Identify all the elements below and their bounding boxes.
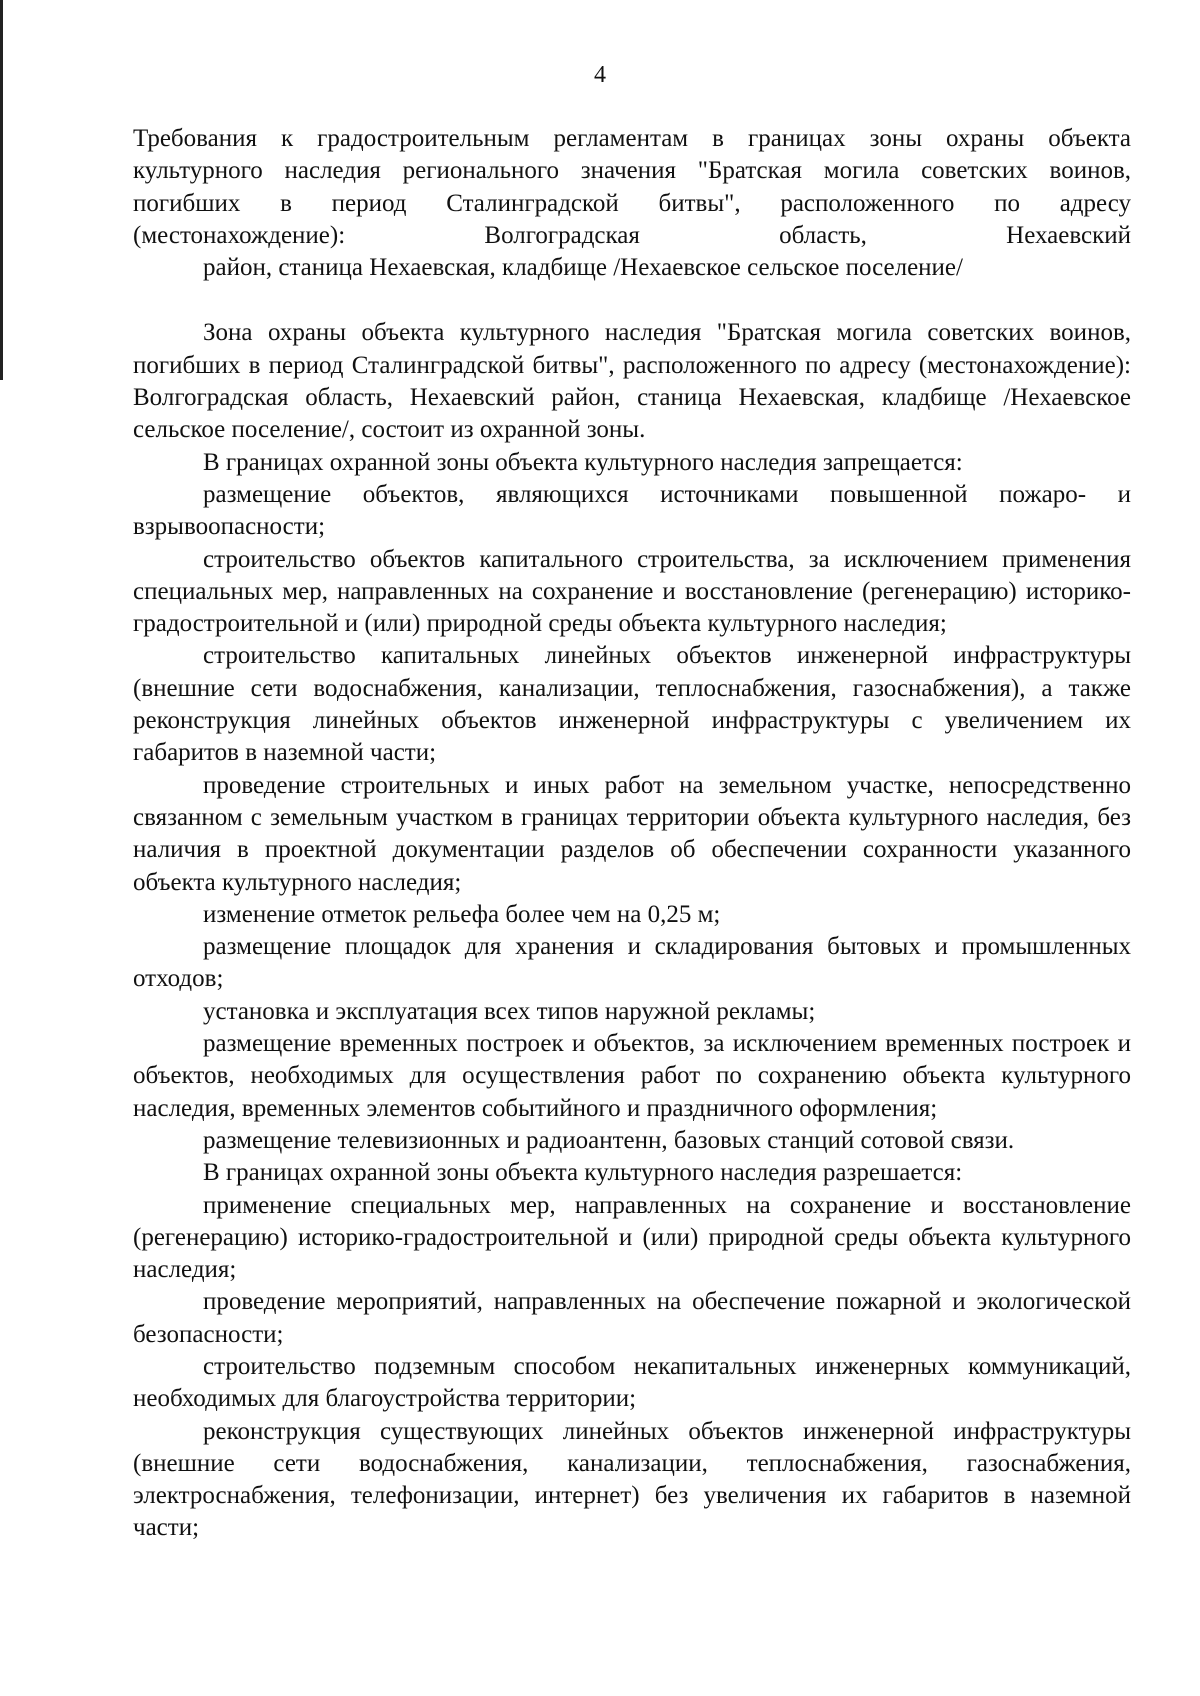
paragraph-prohibited-item: размещение площадок для хранения и складирования бытовых и промышленных отходов; [133, 933, 1131, 993]
title-line-3: погибших в период Сталинградской битвы", расположенного по адресу [133, 189, 1131, 217]
document-title [133, 123, 1131, 284]
paragraph-permitted-heading: В границах охранной зоны объекта культурного наследия разрешается: [203, 1159, 963, 1187]
paragraph-permitted-item: реконструкция существующих линейных объектов инженерной инфраструктуры (внешние сети водоснабжения, канализации, теплоснабжения, газоснабжения, электроснабжения, телефонизации, интернет) без увеличения их габаритов в наземной части; [133, 1417, 1131, 1542]
paragraph-prohibited-item: строительство объектов капитального строительства, за исключением применения специальных мер, направленных на сохранение и восстановление (регенерацию) историко-градостроительной и (или) природной среды объекта культурного наследия; [133, 545, 1131, 638]
document-body [133, 123, 1131, 1545]
paragraph-prohibited-item: размещение временных построек и объектов, за исключением временных построек и объектов, необходимых для осуществления работ по сохранению объекта культурного наследия, временных элементов событийного и праздничного оформления; [133, 1030, 1131, 1122]
title-line-5: район, станица Нехаевская, кладбище /Нехаевское сельское поселение/ [203, 254, 963, 282]
paragraph-prohibited-heading: В границах охранной зоны объекта культурного наследия запрещается: [203, 448, 963, 476]
spacer [133, 284, 1131, 317]
paragraph-permitted-item: применение специальных мер, направленных на сохранение и восстановление (регенерацию) историко-градостроительной и (или) природной среды объекта культурного наследия; [133, 1191, 1131, 1284]
page-number: 4 [594, 62, 606, 88]
paragraph-prohibited-item: размещение телевизионных и радиоантенн, базовых станций сотовой связи. [203, 1126, 1015, 1154]
paragraph-prohibited-item: установка и эксплуатация всех типов наружной рекламы; [203, 997, 816, 1025]
paragraph-prohibited-item: строительство капитальных линейных объектов инженерной инфраструктуры (внешние сети водоснабжения, канализации, теплоснабжения, газоснабжения), а также реконструкция линейных объектов инженерной инфраструктуры с увеличением их габаритов в наземной части; [133, 642, 1131, 767]
title-line-1: Требования к градостроительным регламентам в границах зоны охраны объекта [133, 125, 1131, 152]
paragraph-prohibited-item: изменение отметок рельефа более чем на 0,25 м; [203, 900, 721, 928]
paragraph-permitted-item: строительство подземным способом некапитальных инженерных коммуникаций, необходимых для благоустройства территории; [133, 1352, 1131, 1413]
paragraph-zone-description: Зона охраны объекта культурного наследия "Братская могила советских воинов, погибших в период Сталинградской битвы", расположенного по адресу (местонахождение): Волгоградская область, Нехаевский район, станица Нехаевская, кладбище /Нехаевское сельское поселение/, состоит из охранной зоны. [133, 319, 1131, 444]
title-line-2: культурного наследия регионального значения "Братская могила советских воинов, [133, 157, 1131, 185]
paragraph-prohibited-item: проведение строительных и иных работ на земельном участке, непосредственно связанном с земельным участком в границах территории объекта культурного наследия, без наличия в проектной документации разделов об обеспечении сохранности указанного объекта культурного наследия; [133, 771, 1131, 896]
scan-edge-mark [0, 0, 3, 380]
paragraph-permitted-item: проведение мероприятий, направленных на обеспечение пожарной и экологической безопасности; [133, 1288, 1131, 1348]
paragraph-prohibited-item: размещение объектов, являющихся источниками повышенной пожаро- и взрывоопасности; [133, 480, 1131, 541]
title-line-4: (местонахождение): Волгоградская область, Нехаевский [133, 221, 1131, 249]
